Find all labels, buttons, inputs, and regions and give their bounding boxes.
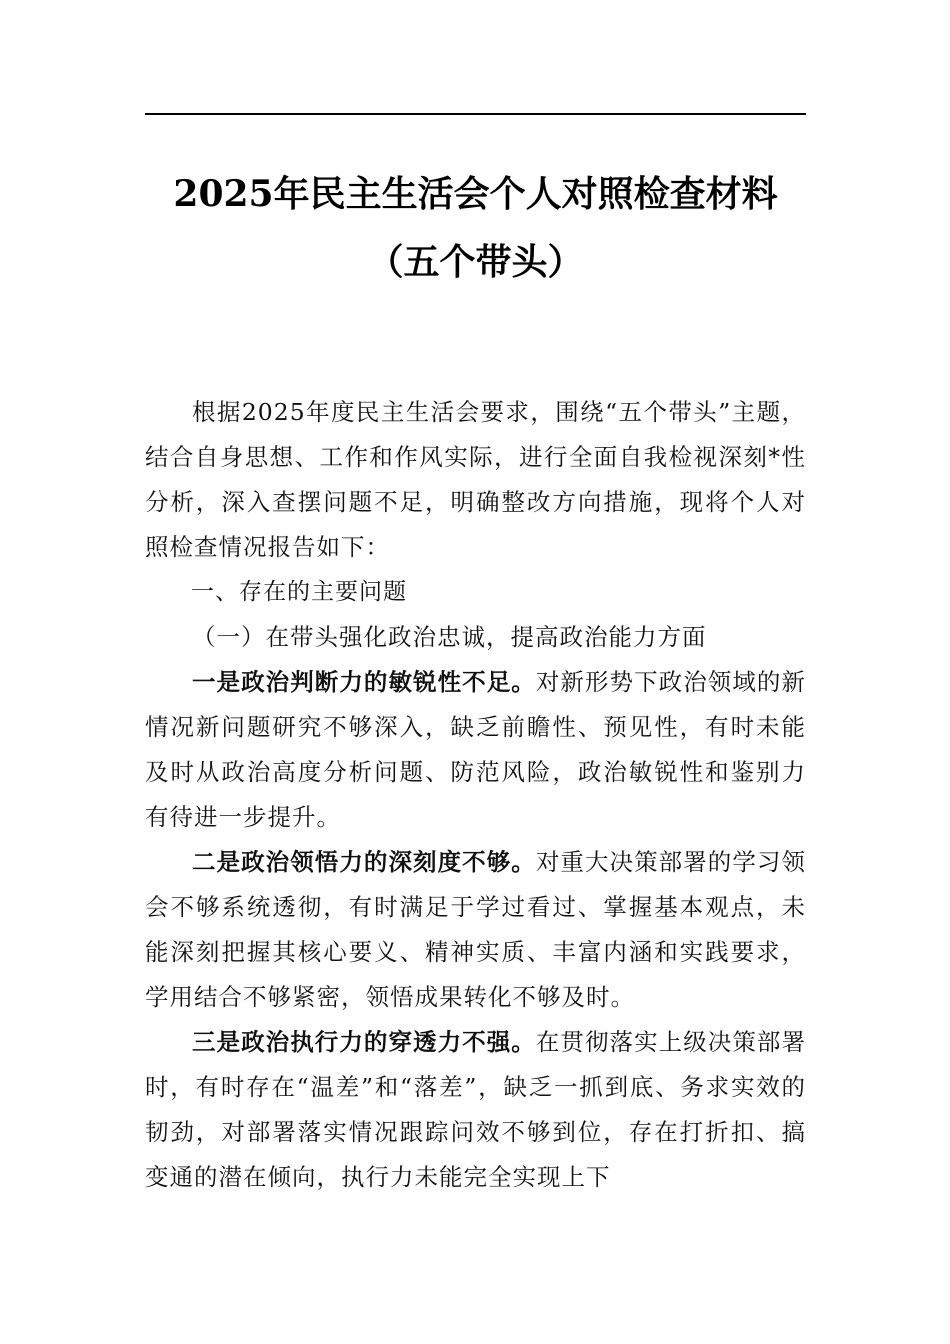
header-rule xyxy=(145,113,806,115)
point-lead-1: 一是政治判断力的敏锐性不足。 xyxy=(192,668,536,696)
point-text-3: 在贯彻落实上级决策部署时，有时存在“温差”和“落差”，缺乏一抓到底、务求实效的韧劲，对部署落实情况跟踪问效不够到位，存在打折扣、搞变通的潜在倾向，执行力未能完全实现上下 xyxy=(145,1028,806,1191)
subsection-heading: （一）在带头强化政治忠诚，提高政治能力方面 xyxy=(192,623,707,651)
document-body xyxy=(145,390,806,1200)
intro-paragraph: 根据2025年度民主生活会要求，围绕“五个带头”主题，结合自身思想、工作和作风实际，进行全面自我检视深刻*性分析，深入查摆问题不足，明确整改方向措施，现将个人对照检查情况报告如下： xyxy=(145,398,806,561)
point-paragraph-1 xyxy=(145,660,806,840)
point-lead-2: 二是政治领悟力的深刻度不够。 xyxy=(192,848,536,876)
section-heading: 一、存在的主要问题 xyxy=(191,579,407,605)
point-paragraph-3 xyxy=(145,1020,806,1200)
point-text-1: 对新形势下政治领域的新情况新问题研究不够深入，缺乏前瞻性、预见性，有时未能及时从政治高度分析问题、防范风险，政治敏锐性和鉴别力有待进一步提升。 xyxy=(145,668,806,831)
point-paragraph-2 xyxy=(145,840,806,1020)
point-lead-3: 三是政治执行力的穿透力不强。 xyxy=(192,1028,536,1056)
point-text-2: 对重大决策部署的学习领会不够系统透彻，有时满足于学过看过、掌握基本观点，未能深刻把握其核心要义、精神实质、丰富内涵和实践要求，学用结合不够紧密，领悟成果转化不够及时。 xyxy=(145,848,806,1011)
document-title: 2025年民主生活会个人对照检查材料（五个带头） xyxy=(173,173,778,283)
